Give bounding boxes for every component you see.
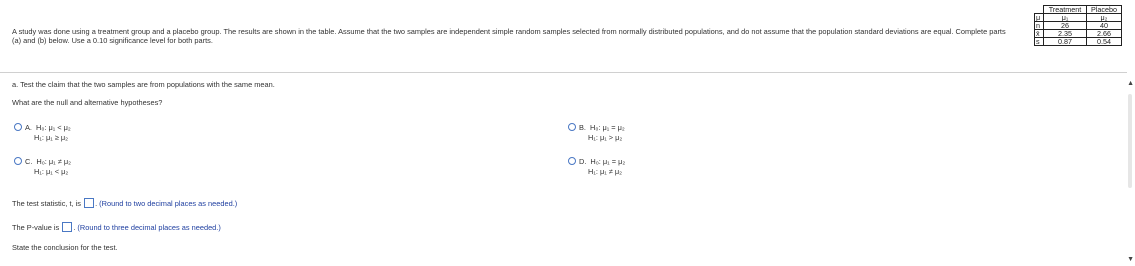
test-statistic-label: The test statistic, t, is [12, 199, 81, 208]
cell: 26 [1044, 22, 1087, 30]
table-row [1035, 14, 1122, 22]
option-h1: H₁: μ₁ > μ₂ [588, 133, 623, 142]
test-statistic-line: The test statistic, t, is . (Round to two decimal places as needed.) [12, 199, 238, 208]
radio-d[interactable] [568, 157, 576, 165]
test-statistic-input[interactable] [84, 198, 94, 208]
option-letter: C. [25, 157, 33, 166]
cell: μ₂ [1087, 14, 1122, 22]
option-letter: D. [579, 157, 587, 166]
cell: 0.87 [1044, 38, 1087, 46]
data-table [1034, 5, 1122, 46]
pvalue-line: The P-value is . (Round to three decimal places as needed.) [12, 223, 221, 232]
cell: 0.54 [1087, 38, 1122, 46]
option-b[interactable] [568, 123, 625, 143]
cell: 40 [1087, 22, 1122, 30]
pvalue-hint: (Round to three decimal places as needed.) [77, 223, 221, 232]
header-placebo: Placebo [1087, 6, 1122, 14]
part-a-heading: a. Test the claim that the two samples are from populations with the same mean. [12, 80, 275, 89]
scroll-down-icon[interactable]: ▼ [1127, 256, 1134, 263]
option-d[interactable] [568, 157, 625, 177]
problem-statement: A study was done using a treatment group and a placebo group. The results are shown in the table. Assume that the two samples are independent simple random samples selected from normally distributed populations, and do not assume that the population standard deviations are equal. Complete parts (a) and (b) below. Use a 0.10 significance level for both parts. [12, 27, 1006, 45]
header-treatment: Treatment [1044, 6, 1087, 14]
option-h0: H₀: μ₁ ≠ μ₂ [36, 157, 71, 166]
scrollbar-thumb[interactable] [1128, 94, 1132, 188]
radio-a[interactable] [14, 123, 22, 131]
hypotheses-question: What are the null and alternative hypotheses? [12, 98, 163, 107]
test-statistic-hint: (Round to two decimal places as needed.) [99, 199, 238, 208]
row-label: n [1035, 22, 1044, 30]
pvalue-label: The P-value is [12, 223, 60, 232]
cell: μ₁ [1044, 14, 1087, 22]
radio-c[interactable] [14, 157, 22, 165]
section-divider [0, 72, 1127, 73]
option-h0: H₀: μ₁ < μ₂ [35, 123, 71, 132]
option-h1: H₁: μ₁ ≥ μ₂ [34, 133, 68, 142]
cell: 2.66 [1087, 30, 1122, 38]
row-label: μ [1035, 14, 1044, 22]
table-row [1035, 38, 1122, 46]
radio-b[interactable] [568, 123, 576, 131]
option-h0: H₀: μ₁ = μ₂ [590, 157, 626, 166]
scroll-up-icon[interactable]: ▲ [1127, 80, 1134, 87]
option-h1: H₁: μ₁ ≠ μ₂ [588, 167, 622, 176]
row-label: x̄ [1035, 30, 1044, 38]
conclusion-prompt: State the conclusion for the test. [12, 243, 118, 252]
pvalue-input[interactable] [62, 222, 72, 232]
option-c[interactable] [14, 157, 71, 177]
option-h0: H₀: μ₁ = μ₂ [589, 123, 625, 132]
option-h1: H₁: μ₁ < μ₂ [34, 167, 69, 176]
row-label: s [1035, 38, 1044, 46]
option-letter: B. [579, 123, 586, 132]
option-a[interactable] [14, 123, 71, 143]
cell: 2.35 [1044, 30, 1087, 38]
option-letter: A. [25, 123, 32, 132]
